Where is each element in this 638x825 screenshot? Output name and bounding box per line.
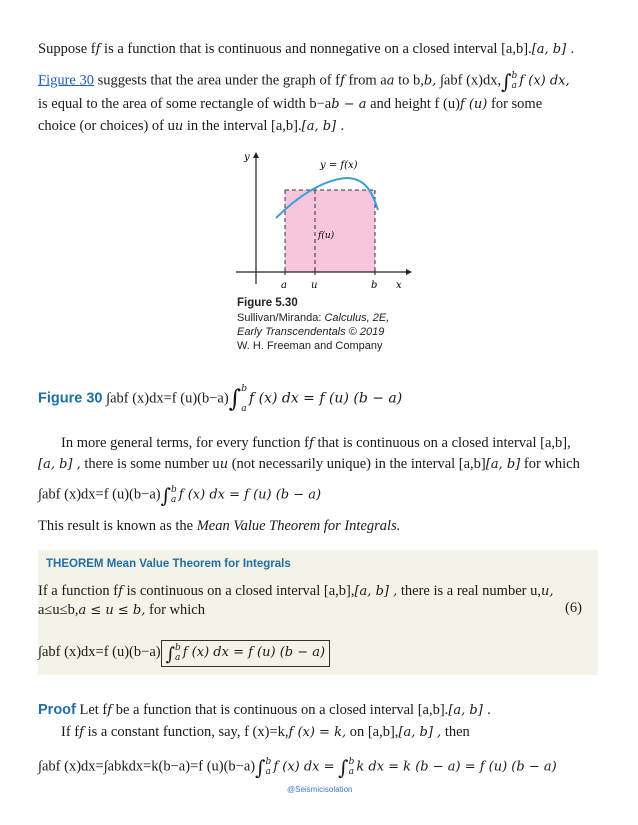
tick-label-a: a [281, 280, 287, 291]
proof-label: Proof [38, 702, 76, 718]
equation-number: (6) [565, 600, 582, 616]
figure-30-equation: Figure 30 ∫abf (x)dx=f (u)(b−a)∫b af (x) dx = f (u) (b − a) [38, 384, 403, 414]
proof-equation: ∫abf (x)dx=∫abkdx=k(b−a)=f (u)(b−a)∫b a f (x) dx = ∫b a k dx = k (b − a) = f (u) (b − a) [38, 755, 557, 780]
tick-label-b: b [371, 280, 378, 291]
theorem-line1: If a function ff is continuous on a closed interval [a,b],[a, b] , there is a real number u,u, [38, 583, 554, 599]
curve-label: y = f(x) [320, 160, 358, 171]
proof-line2: If ff is a constant function, say, f (x)=k,f (x) = k, on [a,b],[a, b] , then [61, 724, 470, 740]
figure-caption-title: Figure 5.30 [237, 297, 298, 309]
para1-line3: is equal to the area of some rectangle of width b−ab − a and height f (u)f (u) for some [38, 96, 543, 112]
boxed-equation: ∫b a f (x) dx = f (u) (b − a) [161, 640, 330, 667]
figure-5-30-graph [228, 148, 418, 296]
y-axis-label: y [244, 152, 250, 163]
fu-label: f(u) [318, 231, 335, 241]
proof-line1: Proof Let ff be a function that is continuous on a closed interval [a,b].[a, b] . [38, 702, 492, 718]
figure-caption-line3: Early Transcendentals © 2019 [237, 326, 385, 338]
x-axis-label: x [396, 280, 402, 291]
figure-caption-line2: Sullivan/Miranda: Calculus, 2E, [237, 312, 390, 324]
para1-line1: Suppose ff is a function that is continuous and nonnegative on a closed interval [a,b].[a, b] . [38, 41, 575, 57]
para1-line4: choice (or choices) of uu in the interval [a,b].[a, b] . [38, 118, 345, 134]
para2-line2: [a, b] , there is some number uu (not necessarily unique) in the interval [a,b][a, b] for which [38, 456, 580, 472]
theorem-line2: a≤u≤b,a ≤ u ≤ b, for which [38, 602, 205, 618]
figure-30-link[interactable]: Figure 30 [38, 72, 94, 89]
theorem-equation: ∫abf (x)dx=f (u)(b−a) ∫b a f (x) dx = f (u) (b − a) [38, 640, 330, 667]
figure-caption-line4: W. H. Freeman and Company [237, 340, 383, 352]
watermark-text: @Seismicisolation [287, 785, 353, 794]
para2-line4: This result is known as the Mean Value Theorem for Integrals. [38, 518, 401, 534]
tick-label-u: u [311, 280, 318, 291]
para2-equation: ∫abf (x)dx=f (u)(b−a)∫b a f (x) dx = f (u) (b − a) [38, 483, 322, 508]
figure-30-label: Figure 30 [38, 390, 103, 407]
para2-line1: In more general terms, for every function ff that is continuous on a closed interval [a,b], [61, 435, 571, 451]
theorem-title: THEOREM Mean Value Theorem for Integrals [46, 558, 291, 570]
para1-line2: Figure 30 suggests that the area under the graph of ff from aa to b,b, ∫abf (x)dx,∫b a f (x) dx, [38, 69, 570, 94]
